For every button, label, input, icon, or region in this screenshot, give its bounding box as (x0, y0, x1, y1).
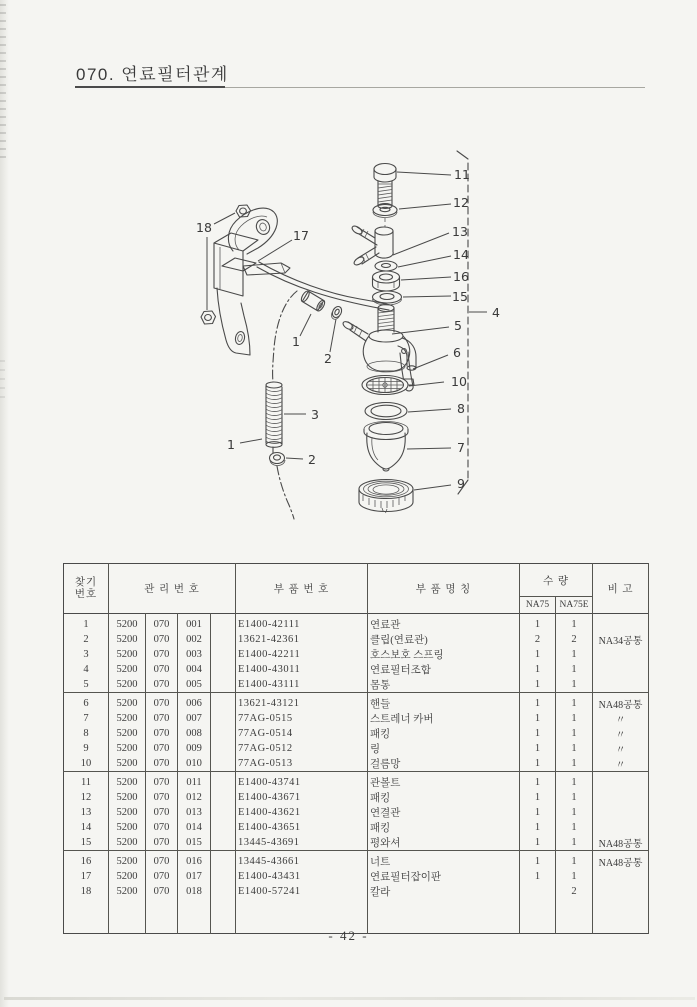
table-cell-na75: 1 (520, 790, 556, 805)
table-cell-na75: 1 (520, 693, 556, 712)
parts-table (63, 563, 649, 934)
callout-8: 8 (457, 401, 465, 416)
table-cell-na75: 1 (520, 741, 556, 756)
table-cell-name: 너트 (368, 851, 520, 870)
table-row (64, 711, 649, 726)
table-cell-c3: 009 (178, 741, 211, 756)
table-cell-name: 클립(연료관) (368, 632, 520, 647)
table-cell-no: 15 (64, 835, 109, 851)
table-cell-c2: 070 (146, 756, 178, 772)
table-group-1 (64, 614, 649, 693)
table-group-2 (64, 693, 649, 772)
binding-marks (0, 360, 5, 400)
table-cell-part_no: 77AG-0513 (236, 756, 368, 772)
table-cell-c1: 5200 (109, 835, 146, 851)
table-cell-c1: 5200 (109, 820, 146, 835)
table-cell-remark: NA48공통 (593, 851, 649, 870)
table-cell-c2: 070 (146, 772, 178, 791)
table-cell-na75e: 1 (556, 711, 593, 726)
table-cell-c3: 010 (178, 756, 211, 772)
parts-diagram (150, 140, 530, 540)
bracket-drawing (214, 208, 290, 355)
ring-drawing (365, 403, 407, 420)
table-cell-no: 9 (64, 741, 109, 756)
table-cell-na75: 1 (520, 647, 556, 662)
table-group-4 (64, 851, 649, 934)
table-cell-name: 패킹 (368, 726, 520, 741)
table-cell-c1: 5200 (109, 647, 146, 662)
table-cell-c1: 5200 (109, 662, 146, 677)
table-cell-c2: 070 (146, 835, 178, 851)
table-cell-c4 (211, 869, 236, 884)
table-cell-no: 16 (64, 851, 109, 870)
table-cell-remark: NA34공통 (593, 632, 649, 647)
table-cell-na75e: 1 (556, 741, 593, 756)
col-header-control-no: 관 리 번 호 (109, 564, 236, 614)
table-cell-part_no: E1400-42111 (236, 614, 368, 633)
clip-b-drawing (270, 453, 286, 466)
table-cell-c3: 001 (178, 614, 211, 633)
table-cell-na75: 2 (520, 632, 556, 647)
col-header-part-no: 부 품 번 호 (236, 564, 368, 614)
table-cell-c4 (211, 614, 236, 633)
table-cell-c1: 5200 (109, 851, 146, 870)
strainer-mesh-drawing (362, 376, 414, 395)
table-cell-na75e: 1 (556, 647, 593, 662)
table-cell-remark (593, 647, 649, 662)
table-cell-remark: 〃 (593, 726, 649, 741)
table-cell-no: 5 (64, 677, 109, 693)
table-cell-c2: 070 (146, 711, 178, 726)
table-row (64, 835, 649, 851)
table-cell-c4 (211, 805, 236, 820)
table-cell-part_no: 77AG-0514 (236, 726, 368, 741)
col-header-index-line2: 번호 (74, 588, 98, 600)
table-cell-no: 17 (64, 869, 109, 884)
table-cell-na75 (520, 884, 556, 899)
table-cell-no: 13 (64, 805, 109, 820)
callout-7: 7 (457, 440, 465, 455)
callout-11: 11 (454, 167, 470, 182)
table-row (64, 756, 649, 772)
table-row (64, 677, 649, 693)
table-cell-c3: 002 (178, 632, 211, 647)
table-cell-c2: 070 (146, 632, 178, 647)
table-cell-na75: 1 (520, 711, 556, 726)
table-cell-c2: 070 (146, 820, 178, 835)
table-cell-na75e: 1 (556, 614, 593, 633)
table-cell-c3: 012 (178, 790, 211, 805)
callout-4: 4 (492, 305, 500, 320)
table-cell-no: 11 (64, 772, 109, 791)
table-cell-na75e: 1 (556, 677, 593, 693)
table-cell-remark (593, 790, 649, 805)
table-cell-na75: 1 (520, 677, 556, 693)
table-cell-part_no: E1400-43431 (236, 869, 368, 884)
table-cell-name: 연료필터잡이판 (368, 869, 520, 884)
table-cell-name: 걸름망 (368, 756, 520, 772)
table-cell-c4 (211, 693, 236, 712)
table-cell-part_no: 13621-43121 (236, 693, 368, 712)
table-group-3 (64, 772, 649, 851)
table-cell-c4 (211, 884, 236, 899)
table-cell-c1: 5200 (109, 677, 146, 693)
cap-nut-drawing (359, 480, 413, 514)
table-cell-c2: 070 (146, 741, 178, 756)
t-connector-drawing (351, 224, 393, 266)
table-row (64, 726, 649, 741)
clip-a-drawing (330, 305, 344, 321)
table-cell-na75: 1 (520, 851, 556, 870)
page-title: 070. 연료필터관계 (76, 65, 229, 84)
table-row (64, 614, 649, 633)
table-cell-part_no: E1400-43671 (236, 790, 368, 805)
table-cell-c2: 070 (146, 884, 178, 899)
table-cell-no: 3 (64, 647, 109, 662)
table-cell-name: 평와셔 (368, 835, 520, 851)
table-cell-c2: 070 (146, 805, 178, 820)
table-cell-c4 (211, 711, 236, 726)
table-cell-part_no: 13621-42361 (236, 632, 368, 647)
spring-drawing (266, 382, 282, 447)
table-cell-remark (593, 614, 649, 633)
callout-12: 12 (453, 195, 469, 210)
table-cell-na75: 1 (520, 869, 556, 884)
table-cell-c2: 070 (146, 869, 178, 884)
table-cell-c1: 5200 (109, 741, 146, 756)
table-cell-c4 (211, 756, 236, 772)
table-cell-c2: 070 (146, 647, 178, 662)
table-cell-c2: 070 (146, 851, 178, 870)
table-cell-part_no: E1400-57241 (236, 884, 368, 899)
col-header-part-name: 부 품 명 칭 (368, 564, 520, 614)
bolt-drawing (374, 164, 396, 209)
table-row (64, 662, 649, 677)
table-cell-c4 (211, 835, 236, 851)
table-cell-na75e: 1 (556, 805, 593, 820)
table-cell-remark: 〃 (593, 756, 649, 772)
table-cell-na75: 1 (520, 662, 556, 677)
col-header-remarks: 비 고 (593, 564, 649, 614)
table-cell-name: 연결관 (368, 805, 520, 820)
valve-body-drawing (342, 305, 416, 373)
table-cell-part_no: E1400-43651 (236, 820, 368, 835)
table-cell-no: 12 (64, 790, 109, 805)
table-cell-c3: 004 (178, 662, 211, 677)
table-cell-c4 (211, 851, 236, 870)
table-cell-na75: 1 (520, 614, 556, 633)
table-cell-remark (593, 772, 649, 791)
table-cell-name: 링 (368, 741, 520, 756)
table-cell-name: 칼라 (368, 884, 520, 899)
table-cell-remark: NA48공통 (593, 835, 649, 851)
table-cell-na75e: 1 (556, 662, 593, 677)
table-cell-c4 (211, 820, 236, 835)
table-cell-c4 (211, 741, 236, 756)
table-cell-c3: 011 (178, 772, 211, 791)
table-row (64, 790, 649, 805)
callout-17: 17 (293, 228, 309, 243)
col-header-na75: NA75 (520, 597, 556, 614)
callout-9: 9 (457, 476, 465, 491)
table-cell-part_no: 77AG-0512 (236, 741, 368, 756)
table-row (64, 741, 649, 756)
table-cell-remark (593, 869, 649, 884)
table-cell-name: 몸통 (368, 677, 520, 693)
callout-14: 14 (453, 247, 469, 262)
callout-5: 5 (454, 318, 462, 333)
callout-16: 16 (453, 269, 469, 284)
table-cell-no: 4 (64, 662, 109, 677)
table-cell-part_no: E1400-43741 (236, 772, 368, 791)
table-cell-part_no: E1400-43011 (236, 662, 368, 677)
table-cell-part_no: E1400-42211 (236, 647, 368, 662)
table-cell-na75e: 1 (556, 726, 593, 741)
table-cell-c1: 5200 (109, 711, 146, 726)
table-cell-c2: 070 (146, 726, 178, 741)
table-cell-part_no: 77AG-0515 (236, 711, 368, 726)
table-cell-na75: 1 (520, 805, 556, 820)
table-cell-na75: 1 (520, 726, 556, 741)
table-cell-c4 (211, 677, 236, 693)
table-cell-c3: 003 (178, 647, 211, 662)
washer-15-drawing (373, 291, 402, 305)
table-cell-no: 8 (64, 726, 109, 741)
table-cell-c1: 5200 (109, 805, 146, 820)
table-cell-part_no: 13445-43691 (236, 835, 368, 851)
table-cell-remark (593, 662, 649, 677)
title-underline (75, 86, 225, 88)
nut-16-drawing (373, 271, 400, 291)
table-cell-no: 14 (64, 820, 109, 835)
pipe-section-drawing (300, 290, 326, 312)
table-cell-c3: 015 (178, 835, 211, 851)
table-cell-name: 스트레너 카버 (368, 711, 520, 726)
table-cell-c1: 5200 (109, 632, 146, 647)
table-cell-c2: 070 (146, 662, 178, 677)
table-cell-remark: 〃 (593, 741, 649, 756)
table-cell-na75: 1 (520, 756, 556, 772)
table-cell-c1: 5200 (109, 693, 146, 712)
col-header-qty: 수 량 (520, 564, 593, 597)
table-cell-na75e: 1 (556, 820, 593, 835)
table-row (64, 772, 649, 791)
table-row (64, 820, 649, 835)
callout-3: 3 (311, 407, 319, 422)
table-cell-c3: 018 (178, 884, 211, 899)
table-cell-no: 10 (64, 756, 109, 772)
callout-2b: 2 (308, 452, 316, 467)
table-cell-remark (593, 805, 649, 820)
table-cell-c4 (211, 662, 236, 677)
table-row (64, 693, 649, 712)
table-row (64, 805, 649, 820)
table-cell-remark (593, 677, 649, 693)
table-cell-no: 1 (64, 614, 109, 633)
col-header-na75e: NA75E (556, 597, 593, 614)
table-cell-name: 연료필터조합 (368, 662, 520, 677)
table-cell-na75e: 1 (556, 869, 593, 884)
table-cell-na75e: 2 (556, 884, 593, 899)
callout-1a: 1 (292, 334, 300, 349)
table-cell-c1: 5200 (109, 869, 146, 884)
table-cell-c3: 005 (178, 677, 211, 693)
table-cell-remark (593, 884, 649, 899)
table-cell-part_no: E1400-43111 (236, 677, 368, 693)
table-cell-no: 2 (64, 632, 109, 647)
table-cell-na75e: 1 (556, 756, 593, 772)
table-cell-c4 (211, 647, 236, 662)
table-row (64, 632, 649, 647)
table-cell-c1: 5200 (109, 614, 146, 633)
scan-edge (4, 997, 695, 1000)
title-underline-light (225, 87, 645, 88)
table-row (64, 884, 649, 899)
callout-10: 10 (451, 374, 467, 389)
binding-marks (0, 4, 6, 159)
table-row (64, 851, 649, 870)
table-cell-c3: 014 (178, 820, 211, 835)
table-cell-c4 (211, 790, 236, 805)
table-cell-na75e: 1 (556, 693, 593, 712)
callout-18: 18 (196, 220, 212, 235)
table-cell-c2: 070 (146, 614, 178, 633)
page-number: - 42 - (328, 928, 369, 943)
table-cell-part_no: 13445-43661 (236, 851, 368, 870)
table-cell-c4 (211, 632, 236, 647)
table-cell-remark: NA48공통 (593, 693, 649, 712)
col-header-index (64, 564, 109, 614)
table-cell-c3: 006 (178, 693, 211, 712)
table-cell-c3: 007 (178, 711, 211, 726)
callout-15: 15 (452, 289, 468, 304)
cup-drawing (364, 422, 408, 471)
table-cell-name: 핸들 (368, 693, 520, 712)
table-cell-name: 패킹 (368, 790, 520, 805)
table-cell-c1: 5200 (109, 772, 146, 791)
nut-18b-drawing (201, 311, 216, 324)
callout-13: 13 (452, 224, 468, 239)
table-cell-c3: 008 (178, 726, 211, 741)
callout-1b: 1 (227, 437, 235, 452)
table-cell-na75: 1 (520, 835, 556, 851)
table-cell-na75e: 1 (556, 851, 593, 870)
callout-6: 6 (453, 345, 461, 360)
table-cell-na75: 1 (520, 820, 556, 835)
col-header-index-line1: 찾기 (74, 576, 98, 588)
table-cell-c4 (211, 726, 236, 741)
table-cell-remark: 〃 (593, 711, 649, 726)
table-cell-c2: 070 (146, 693, 178, 712)
table-cell-na75e: 1 (556, 835, 593, 851)
table-cell-c1: 5200 (109, 726, 146, 741)
table-cell-remark (593, 820, 649, 835)
table-cell-part_no: E1400-43621 (236, 805, 368, 820)
table-cell-c2: 070 (146, 790, 178, 805)
table-cell-c3: 016 (178, 851, 211, 870)
table-cell-c1: 5200 (109, 790, 146, 805)
table-cell-c3: 017 (178, 869, 211, 884)
callout-leaders (207, 172, 451, 490)
table-cell-name: 관볼트 (368, 772, 520, 791)
table-cell-c4 (211, 772, 236, 791)
table-cell-na75e: 1 (556, 790, 593, 805)
table-row (64, 647, 649, 662)
table-cell-no: 7 (64, 711, 109, 726)
table-row (64, 869, 649, 884)
table-cell-na75: 1 (520, 772, 556, 791)
table-cell-c1: 5200 (109, 884, 146, 899)
table-cell-name: 패킹 (368, 820, 520, 835)
table-cell-no: 6 (64, 693, 109, 712)
table-cell-c3: 013 (178, 805, 211, 820)
table-cell-c2: 070 (146, 677, 178, 693)
table-cell-c1: 5200 (109, 756, 146, 772)
callout-2a: 2 (324, 351, 332, 366)
table-cell-no: 18 (64, 884, 109, 899)
washer-14-drawing (375, 261, 397, 271)
table-cell-na75e: 2 (556, 632, 593, 647)
table-cell-name: 연료관 (368, 614, 520, 633)
table-cell-name: 호스보호 스프링 (368, 647, 520, 662)
table-cell-na75e: 1 (556, 772, 593, 791)
